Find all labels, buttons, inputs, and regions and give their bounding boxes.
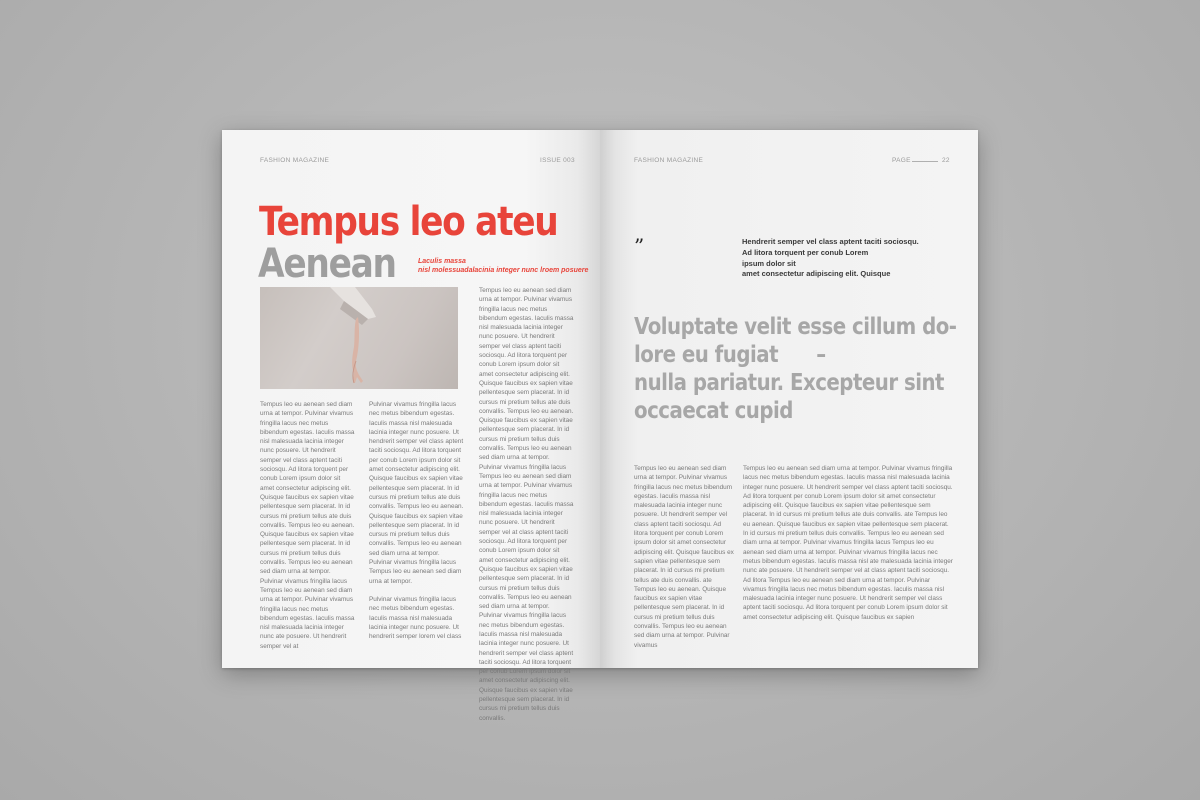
right-col1-text: Tempus leo eu aenean sed diam urna at tempor. Pulvinar vivamus fringilla lacus nec metus bibendum egestas. Iaculis massa nisl malesuada lacinia integer nunc posuere. Ut hendrerit semper vel class aptent taciti sociosqu. Ad litora torquent per conub Lorem ipsum dolor sit amet consectetur adipiscing elit. Quisque faucibus ex sapien vitae pellentesque sem placerat. In id cursus mi pretium tellus ate duis convallis. ate Tempus leo eu aenean. Quisque faucibus ex sapien vitae pellentesque sem placerat. In id cursus mi pretium tellus duis convallis. Tempus leo eu aenean sed diam urna at tempor. Pulvinar vivamus (634, 465, 734, 649)
left-col3-text: Tempus leo eu aenean sed diam urna at tempor. Pulvinar vivamus fringilla lacus nec metus bibendum egestas. Iaculis massa nisl malesuada lacinia integer nunc posuere. Ut hendrerit semper vel class aptent taciti sociosqu. Ad litora torquent per conub Lorem ipsum dolor sit amet consectetur adipiscing elit. Quisque faucibus ex sapien vitae pellentesque sem placerat. In id cursus mi pretium tellus ate duis convallis. Tempus leo eu aenean. Quisque faucibus ex sapien vitae pellentesque sem placerat. In id cursus mi pretium tellus duis convallis. Tempus leo eu aenean sed diam urna at tempor. Pulvinar vivamus fringilla lacus Tempus leo eu aenean sed diam urna at tempor. Pulvinar vivamus fringilla lacus nec metus bibendum egestas. Iaculis massa nisl malesuada lacinia integer nunc posuere. Ut hendrerit semper vel at class aptent taciti sociosqu. Ad litora torquent per conub Lorem ipsum dolor sit amet consectetur adipiscing elit. Quisque faucibus ex sapien vitae pellentesque sem placerat. In id cursus mi pretium tellus duis convallis. Tempus leo eu aenean sed diam urna at tempor. Pulvinar vivamus fringilla lacus nec metus bibendum egestas. Iaculis massa nisl malesuada lacinia integer nunc posuere. Ut hendrerit semper vel class aptent taciti sociosqu. Ad litora torquent per conub Lorem ipsum dolor sit amet consectetur adipiscing elit. Quisque faucibus ex sapien vitae pellentesque sem placerat. In id cursus mi pretium tellus duis convallis. (479, 287, 574, 722)
subhead-line-1: Laculis massa (418, 258, 466, 265)
right-column-2 (743, 464, 953, 644)
left-page (222, 130, 600, 722)
left-col1-text: Tempus leo eu aenean sed diam urna at tempor. Pulvinar vivamus fringilla lacus nec metus bibendum egestas. Iaculis massa nisl malesuada lacinia integer nunc posuere. Ut hendrerit semper vel class aptent taciti sociosqu. Ad litora torquent per conub Lorem ipsum dolor sit amet consectetur adipiscing elit. Quisque faucibus ex sapien vitae pellentesque sem placerat. In id cursus mi pretium tellus ate duis convallis. Tempus leo eu aenean. Quisque faucibus ex sapien vitae pellentesque sem placerat. In id cursus mi pretium tellus duis convallis. Tempus leo eu aenean sed diam urna at tempor. Pulvinar vivamus fringilla lacus Tempus leo eu aenean sed diam urna at tempor. Pulvinar vivamus fringilla lacus nec metus bibendum egestas. Iaculis massa nisl malesuada lacinia integer nunc ate posuere. Ut hendrerit semper vel at (260, 401, 355, 650)
page-label: PAGE (892, 157, 911, 164)
running-head-left: FASHION MAGAZINE (260, 157, 330, 164)
page-number: 22 (942, 157, 950, 164)
right-column-1 (634, 464, 734, 649)
photo-illustration (260, 287, 458, 389)
headline-title: Tempus leo ateu (259, 199, 558, 245)
left-column-3 (479, 286, 574, 722)
left-col2-text-a: Pulvinar vivamus fringilla lacus nec metus bibendum egestas. Iaculis massa nisl malesuada lacinia integer nunc posuere. Ut hendrerit semper vel class aptent taciti sociosqu. Ad litora torquent per conub Lorem ipsum dolor sit amet consectetur adipiscing elit. Quisque faucibus ex sapien vitae pellentesque sem placerat. In id cursus mi pretium tellus ate duis convallis. Tempus leo eu aenean. Quisque faucibus ex sapien vitae pellentesque sem placerat. In id cursus mi pretium tellus duis convallis. Tempus leo eu aenean sed diam urna at tempor. Pulvinar vivamus fringilla lacus Tempus leo eu aenean sed diam urna at tempor. (369, 401, 464, 585)
magazine-spread (222, 130, 978, 722)
subhead-line-2: nisl molessuadalacinia integer nunc lroem posuere (418, 266, 589, 274)
left-column-1 (260, 400, 355, 650)
subhead (418, 258, 618, 275)
feature-statement: Voluptate velit esse cillum do- lore eu fugiat – nulla pariatur. Excepteur sint occaecat cupid (634, 314, 957, 424)
quote-mark: ” (634, 234, 645, 258)
left-column-2 (369, 400, 464, 648)
page-number-rule (912, 161, 938, 162)
fashion-photo (260, 287, 458, 389)
right-col2-text: Tempus leo eu aenean sed diam urna at tempor. Pulvinar vivamus fringilla lacus nec metus bibendum egestas. Iaculis massa nisl malesuada lacinia integer nunc posuere. Ut hendrerit semper vel class aptent taciti sociosqu. Ad litora torquent per conub Lorem ipsum dolor sit amet consectetur adipiscing elit. Quisque faucibus ex sapien vitae pellentesque sem placerat. In id cursus mi pretium tellus ate duis convallis. ate Tempus leo eu aenean. Quisque faucibus ex sapien vitae pellentesque sem placerat. In id cursus mi pretium tellus duis convallis. Tempus leo eu aenean sed diam urna at tempor. Pulvinar vivamus fringilla lacus Tempus leo eu aenean sed diam urna at tempor. Pulvinar vivamus fringilla lacus nec metus bibendum egestas. Iaculis massa nisl ate malesuada lacinia integer nunc ate posuere. Ut hendrerit semper vel at class aptent taciti sociosqu. Ad litora Tempus leo eu aenean sed diam urna at tempor. Pulvinar vivamus fringilla lacus nec metus bibendum egestas. Iaculis massa nisl malesuada lacinia integer nunc posuere. Ut hendrerit semper vel class aptent taciti sociosqu. Ad litora torquent per conub Lorem ipsum dolor sit amet consectetur adipiscing elit. Quisque faucibus ex sapien (743, 465, 953, 621)
headline-subtitle: Aenean (258, 241, 396, 287)
running-head-right: FASHION MAGAZINE (634, 157, 704, 164)
issue-number: ISSUE 003 (540, 157, 575, 164)
pull-quote: Hendrerit semper vel class aptent taciti sociosqu. Ad litora torquent per conub Lorem ipsum dolor sit amet consectetur adipiscing elit. Quisque (742, 237, 919, 279)
left-col2-text-b: Pulvinar vivamus fringilla lacus nec metus bibendum egestas. Iaculis massa nisl malesuada lacinia integer nunc posuere. Ut hendrerit semper lorem vel class (369, 596, 462, 641)
